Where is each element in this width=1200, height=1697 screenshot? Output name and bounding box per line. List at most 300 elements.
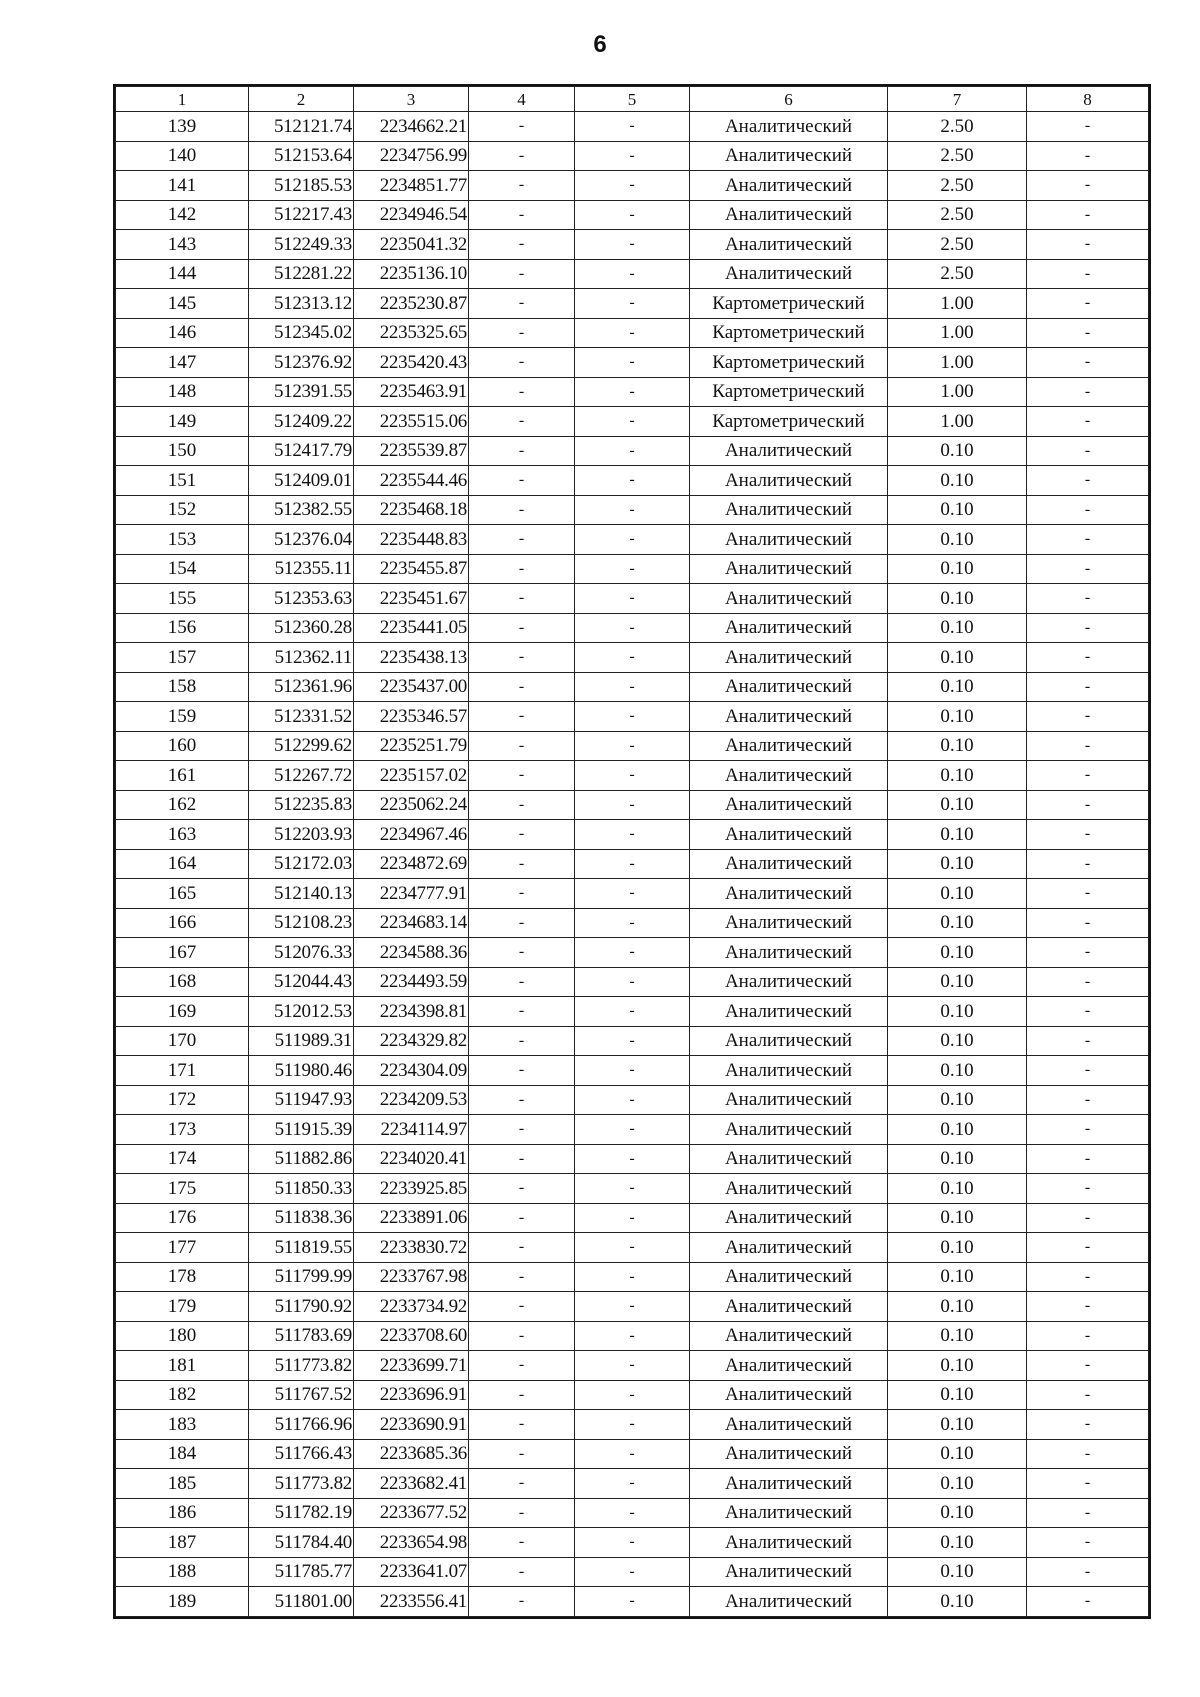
col8-cell: - [1027,1115,1149,1145]
table-row [116,584,1149,614]
col5-cell: - [575,820,690,850]
page-number: 6 [593,31,607,58]
x-coordinate-cell: 512391.55 [249,377,354,407]
col8-cell: - [1027,230,1149,260]
point-number-cell: 176 [116,1203,249,1233]
header-cell-2: 2 [249,87,354,112]
table-row [116,908,1149,938]
col4-cell: - [469,1587,575,1617]
x-coordinate-cell: 512203.93 [249,820,354,850]
method-cell: Аналитический [690,112,888,142]
header-cell-6: 6 [690,87,888,112]
col4-cell: - [469,200,575,230]
col8-cell: - [1027,997,1149,1027]
x-coordinate-cell: 511785.77 [249,1557,354,1587]
accuracy-cell: 0.10 [888,1174,1027,1204]
header-row [116,87,1149,112]
method-cell: Аналитический [690,1262,888,1292]
col4-cell: - [469,1026,575,1056]
method-cell: Аналитический [690,200,888,230]
method-cell: Аналитический [690,1528,888,1558]
point-number-cell: 140 [116,141,249,171]
table-row [116,938,1149,968]
table-row [116,672,1149,702]
table-row [116,1469,1149,1499]
y-coordinate-cell: 2234398.81 [354,997,469,1027]
col8-cell: - [1027,348,1149,378]
col5-cell: - [575,1026,690,1056]
x-coordinate-cell: 511783.69 [249,1321,354,1351]
accuracy-cell: 0.10 [888,1233,1027,1263]
col4-cell: - [469,1085,575,1115]
table-row [116,1321,1149,1351]
col8-cell: - [1027,1262,1149,1292]
y-coordinate-cell: 2235455.87 [354,554,469,584]
y-coordinate-cell: 2234683.14 [354,908,469,938]
accuracy-cell: 2.50 [888,200,1027,230]
accuracy-cell: 2.50 [888,259,1027,289]
accuracy-cell: 0.10 [888,584,1027,614]
point-number-cell: 145 [116,289,249,319]
x-coordinate-cell: 511801.00 [249,1587,354,1617]
col5-cell: - [575,1085,690,1115]
col5-cell: - [575,967,690,997]
col8-cell: - [1027,702,1149,732]
x-coordinate-cell: 512362.11 [249,643,354,673]
col4-cell: - [469,1557,575,1587]
table-row [116,554,1149,584]
table-row [116,731,1149,761]
y-coordinate-cell: 2234114.97 [354,1115,469,1145]
method-cell: Аналитический [690,554,888,584]
y-coordinate-cell: 2234662.21 [354,112,469,142]
col5-cell: - [575,1174,690,1204]
accuracy-cell: 1.00 [888,289,1027,319]
accuracy-cell: 0.10 [888,908,1027,938]
table-row [116,1203,1149,1233]
accuracy-cell: 0.10 [888,1410,1027,1440]
point-number-cell: 146 [116,318,249,348]
method-cell: Картометрический [690,289,888,319]
point-number-cell: 143 [116,230,249,260]
col5-cell: - [575,1410,690,1440]
y-coordinate-cell: 2234851.77 [354,171,469,201]
col8-cell: - [1027,171,1149,201]
point-number-cell: 147 [116,348,249,378]
x-coordinate-cell: 512140.13 [249,879,354,909]
accuracy-cell: 0.10 [888,820,1027,850]
accuracy-cell: 0.10 [888,702,1027,732]
table-row [116,436,1149,466]
point-number-cell: 174 [116,1144,249,1174]
method-cell: Аналитический [690,1321,888,1351]
col8-cell: - [1027,1085,1149,1115]
col5-cell: - [575,171,690,201]
table-row [116,1587,1149,1617]
point-number-cell: 183 [116,1410,249,1440]
accuracy-cell: 0.10 [888,436,1027,466]
col4-cell: - [469,1056,575,1086]
accuracy-cell: 0.10 [888,849,1027,879]
table-row [116,1292,1149,1322]
col5-cell: - [575,495,690,525]
point-number-cell: 148 [116,377,249,407]
method-cell: Аналитический [690,761,888,791]
col4-cell: - [469,112,575,142]
col4-cell: - [469,613,575,643]
y-coordinate-cell: 2235539.87 [354,436,469,466]
point-number-cell: 152 [116,495,249,525]
method-cell: Аналитический [690,672,888,702]
col4-cell: - [469,731,575,761]
table-row [116,318,1149,348]
point-number-cell: 182 [116,1380,249,1410]
col4-cell: - [469,938,575,968]
x-coordinate-cell: 511980.46 [249,1056,354,1086]
col4-cell: - [469,1498,575,1528]
col8-cell: - [1027,407,1149,437]
y-coordinate-cell: 2233677.52 [354,1498,469,1528]
table-row [116,348,1149,378]
col4-cell: - [469,377,575,407]
accuracy-cell: 0.10 [888,1115,1027,1145]
col4-cell: - [469,1439,575,1469]
method-cell: Аналитический [690,1174,888,1204]
col5-cell: - [575,1144,690,1174]
x-coordinate-cell: 511989.31 [249,1026,354,1056]
point-number-cell: 171 [116,1056,249,1086]
col4-cell: - [469,1233,575,1263]
table-row [116,525,1149,555]
table-row [116,1174,1149,1204]
point-number-cell: 170 [116,1026,249,1056]
method-cell: Аналитический [690,495,888,525]
col5-cell: - [575,259,690,289]
table-row [116,1056,1149,1086]
y-coordinate-cell: 2234756.99 [354,141,469,171]
col5-cell: - [575,112,690,142]
method-cell: Картометрический [690,377,888,407]
col5-cell: - [575,908,690,938]
point-number-cell: 173 [116,1115,249,1145]
point-number-cell: 144 [116,259,249,289]
col8-cell: - [1027,967,1149,997]
col5-cell: - [575,554,690,584]
x-coordinate-cell: 511782.19 [249,1498,354,1528]
y-coordinate-cell: 2233685.36 [354,1439,469,1469]
table-row [116,289,1149,319]
point-number-cell: 184 [116,1439,249,1469]
y-coordinate-cell: 2233734.92 [354,1292,469,1322]
col5-cell: - [575,731,690,761]
point-number-cell: 158 [116,672,249,702]
col5-cell: - [575,1528,690,1558]
method-cell: Аналитический [690,820,888,850]
accuracy-cell: 0.10 [888,1439,1027,1469]
coordinates-table [115,86,1149,1617]
point-number-cell: 167 [116,938,249,968]
col4-cell: - [469,495,575,525]
col8-cell: - [1027,1498,1149,1528]
col5-cell: - [575,289,690,319]
y-coordinate-cell: 2234777.91 [354,879,469,909]
method-cell: Аналитический [690,1233,888,1263]
header-cell-1: 1 [116,87,249,112]
y-coordinate-cell: 2234209.53 [354,1085,469,1115]
col8-cell: - [1027,820,1149,850]
method-cell: Аналитический [690,436,888,466]
accuracy-cell: 0.10 [888,967,1027,997]
col4-cell: - [469,879,575,909]
point-number-cell: 156 [116,613,249,643]
accuracy-cell: 0.10 [888,643,1027,673]
x-coordinate-cell: 511773.82 [249,1351,354,1381]
header-cell-4: 4 [469,87,575,112]
col4-cell: - [469,643,575,673]
col4-cell: - [469,820,575,850]
method-cell: Аналитический [690,141,888,171]
accuracy-cell: 2.50 [888,141,1027,171]
method-cell: Аналитический [690,1557,888,1587]
col8-cell: - [1027,436,1149,466]
x-coordinate-cell: 511882.86 [249,1144,354,1174]
table-row [116,495,1149,525]
col5-cell: - [575,1380,690,1410]
method-cell: Аналитический [690,849,888,879]
y-coordinate-cell: 2233708.60 [354,1321,469,1351]
col5-cell: - [575,1587,690,1617]
col8-cell: - [1027,141,1149,171]
col8-cell: - [1027,938,1149,968]
y-coordinate-cell: 2234967.46 [354,820,469,850]
accuracy-cell: 0.10 [888,1498,1027,1528]
accuracy-cell: 0.10 [888,731,1027,761]
method-cell: Аналитический [690,525,888,555]
method-cell: Аналитический [690,1498,888,1528]
point-number-cell: 164 [116,849,249,879]
accuracy-cell: 0.10 [888,495,1027,525]
col4-cell: - [469,1410,575,1440]
y-coordinate-cell: 2235420.43 [354,348,469,378]
col8-cell: - [1027,289,1149,319]
method-cell: Аналитический [690,938,888,968]
y-coordinate-cell: 2235346.57 [354,702,469,732]
col8-cell: - [1027,1203,1149,1233]
col5-cell: - [575,1115,690,1145]
col5-cell: - [575,879,690,909]
method-cell: Аналитический [690,1410,888,1440]
col4-cell: - [469,967,575,997]
point-number-cell: 141 [116,171,249,201]
accuracy-cell: 0.10 [888,613,1027,643]
accuracy-cell: 0.10 [888,554,1027,584]
col4-cell: - [469,554,575,584]
col8-cell: - [1027,908,1149,938]
col5-cell: - [575,1498,690,1528]
col8-cell: - [1027,112,1149,142]
col8-cell: - [1027,1528,1149,1558]
col5-cell: - [575,849,690,879]
y-coordinate-cell: 2233641.07 [354,1557,469,1587]
point-number-cell: 161 [116,761,249,791]
y-coordinate-cell: 2233891.06 [354,1203,469,1233]
point-number-cell: 160 [116,731,249,761]
y-coordinate-cell: 2235515.06 [354,407,469,437]
x-coordinate-cell: 511799.99 [249,1262,354,1292]
point-number-cell: 157 [116,643,249,673]
x-coordinate-cell: 512299.62 [249,731,354,761]
x-coordinate-cell: 511819.55 [249,1233,354,1263]
col8-cell: - [1027,761,1149,791]
col4-cell: - [469,672,575,702]
col8-cell: - [1027,1587,1149,1617]
col5-cell: - [575,761,690,791]
table-row [116,1351,1149,1381]
method-cell: Аналитический [690,908,888,938]
y-coordinate-cell: 2233690.91 [354,1410,469,1440]
x-coordinate-cell: 512360.28 [249,613,354,643]
x-coordinate-cell: 511947.93 [249,1085,354,1115]
point-number-cell: 188 [116,1557,249,1587]
accuracy-cell: 0.10 [888,1203,1027,1233]
col8-cell: - [1027,259,1149,289]
x-coordinate-cell: 511790.92 [249,1292,354,1322]
method-cell: Аналитический [690,1351,888,1381]
x-coordinate-cell: 512044.43 [249,967,354,997]
y-coordinate-cell: 2234946.54 [354,200,469,230]
accuracy-cell: 0.10 [888,672,1027,702]
table-row [116,466,1149,496]
point-number-cell: 151 [116,466,249,496]
col8-cell: - [1027,1233,1149,1263]
table-row [116,377,1149,407]
table-row [116,879,1149,909]
accuracy-cell: 0.10 [888,879,1027,909]
col8-cell: - [1027,525,1149,555]
x-coordinate-cell: 512108.23 [249,908,354,938]
method-cell: Аналитический [690,731,888,761]
y-coordinate-cell: 2234020.41 [354,1144,469,1174]
table-row [116,1498,1149,1528]
col8-cell: - [1027,495,1149,525]
method-cell: Аналитический [690,1203,888,1233]
y-coordinate-cell: 2235157.02 [354,761,469,791]
y-coordinate-cell: 2234493.59 [354,967,469,997]
header-cell-5: 5 [575,87,690,112]
table-row [116,1410,1149,1440]
table-row [116,112,1149,142]
col8-cell: - [1027,790,1149,820]
col8-cell: - [1027,554,1149,584]
y-coordinate-cell: 2233682.41 [354,1469,469,1499]
table-row [116,1115,1149,1145]
method-cell: Аналитический [690,171,888,201]
col8-cell: - [1027,643,1149,673]
point-number-cell: 155 [116,584,249,614]
col8-cell: - [1027,672,1149,702]
col5-cell: - [575,436,690,466]
col5-cell: - [575,643,690,673]
x-coordinate-cell: 512012.53 [249,997,354,1027]
x-coordinate-cell: 511766.43 [249,1439,354,1469]
accuracy-cell: 0.10 [888,1085,1027,1115]
x-coordinate-cell: 512345.02 [249,318,354,348]
col4-cell: - [469,318,575,348]
x-coordinate-cell: 512355.11 [249,554,354,584]
accuracy-cell: 0.10 [888,1557,1027,1587]
accuracy-cell: 2.50 [888,112,1027,142]
col4-cell: - [469,1380,575,1410]
point-number-cell: 177 [116,1233,249,1263]
x-coordinate-cell: 512267.72 [249,761,354,791]
y-coordinate-cell: 2234304.09 [354,1056,469,1086]
point-number-cell: 159 [116,702,249,732]
col8-cell: - [1027,1380,1149,1410]
accuracy-cell: 0.10 [888,997,1027,1027]
table-row [116,407,1149,437]
method-cell: Аналитический [690,643,888,673]
y-coordinate-cell: 2235062.24 [354,790,469,820]
table-row [116,643,1149,673]
col8-cell: - [1027,318,1149,348]
col4-cell: - [469,1115,575,1145]
col5-cell: - [575,230,690,260]
col4-cell: - [469,849,575,879]
table-row [116,1262,1149,1292]
method-cell: Аналитический [690,1469,888,1499]
y-coordinate-cell: 2235136.10 [354,259,469,289]
point-number-cell: 186 [116,1498,249,1528]
y-coordinate-cell: 2235441.05 [354,613,469,643]
y-coordinate-cell: 2233654.98 [354,1528,469,1558]
point-number-cell: 150 [116,436,249,466]
table-row [116,1026,1149,1056]
x-coordinate-cell: 512281.22 [249,259,354,289]
y-coordinate-cell: 2235041.32 [354,230,469,260]
table-row [116,200,1149,230]
point-number-cell: 149 [116,407,249,437]
col8-cell: - [1027,1144,1149,1174]
col4-cell: - [469,1321,575,1351]
table-row [116,849,1149,879]
method-cell: Аналитический [690,997,888,1027]
col5-cell: - [575,525,690,555]
col4-cell: - [469,289,575,319]
col4-cell: - [469,997,575,1027]
x-coordinate-cell: 511766.96 [249,1410,354,1440]
point-number-cell: 153 [116,525,249,555]
x-coordinate-cell: 512417.79 [249,436,354,466]
col8-cell: - [1027,879,1149,909]
y-coordinate-cell: 2235438.13 [354,643,469,673]
point-number-cell: 142 [116,200,249,230]
col8-cell: - [1027,1026,1149,1056]
y-coordinate-cell: 2233925.85 [354,1174,469,1204]
col5-cell: - [575,1203,690,1233]
col8-cell: - [1027,731,1149,761]
table-body [116,112,1149,1617]
col5-cell: - [575,1262,690,1292]
col5-cell: - [575,407,690,437]
table-row [116,761,1149,791]
col5-cell: - [575,1321,690,1351]
x-coordinate-cell: 512172.03 [249,849,354,879]
accuracy-cell: 0.10 [888,1351,1027,1381]
table-row [116,967,1149,997]
accuracy-cell: 2.50 [888,171,1027,201]
y-coordinate-cell: 2235451.67 [354,584,469,614]
x-coordinate-cell: 512313.12 [249,289,354,319]
